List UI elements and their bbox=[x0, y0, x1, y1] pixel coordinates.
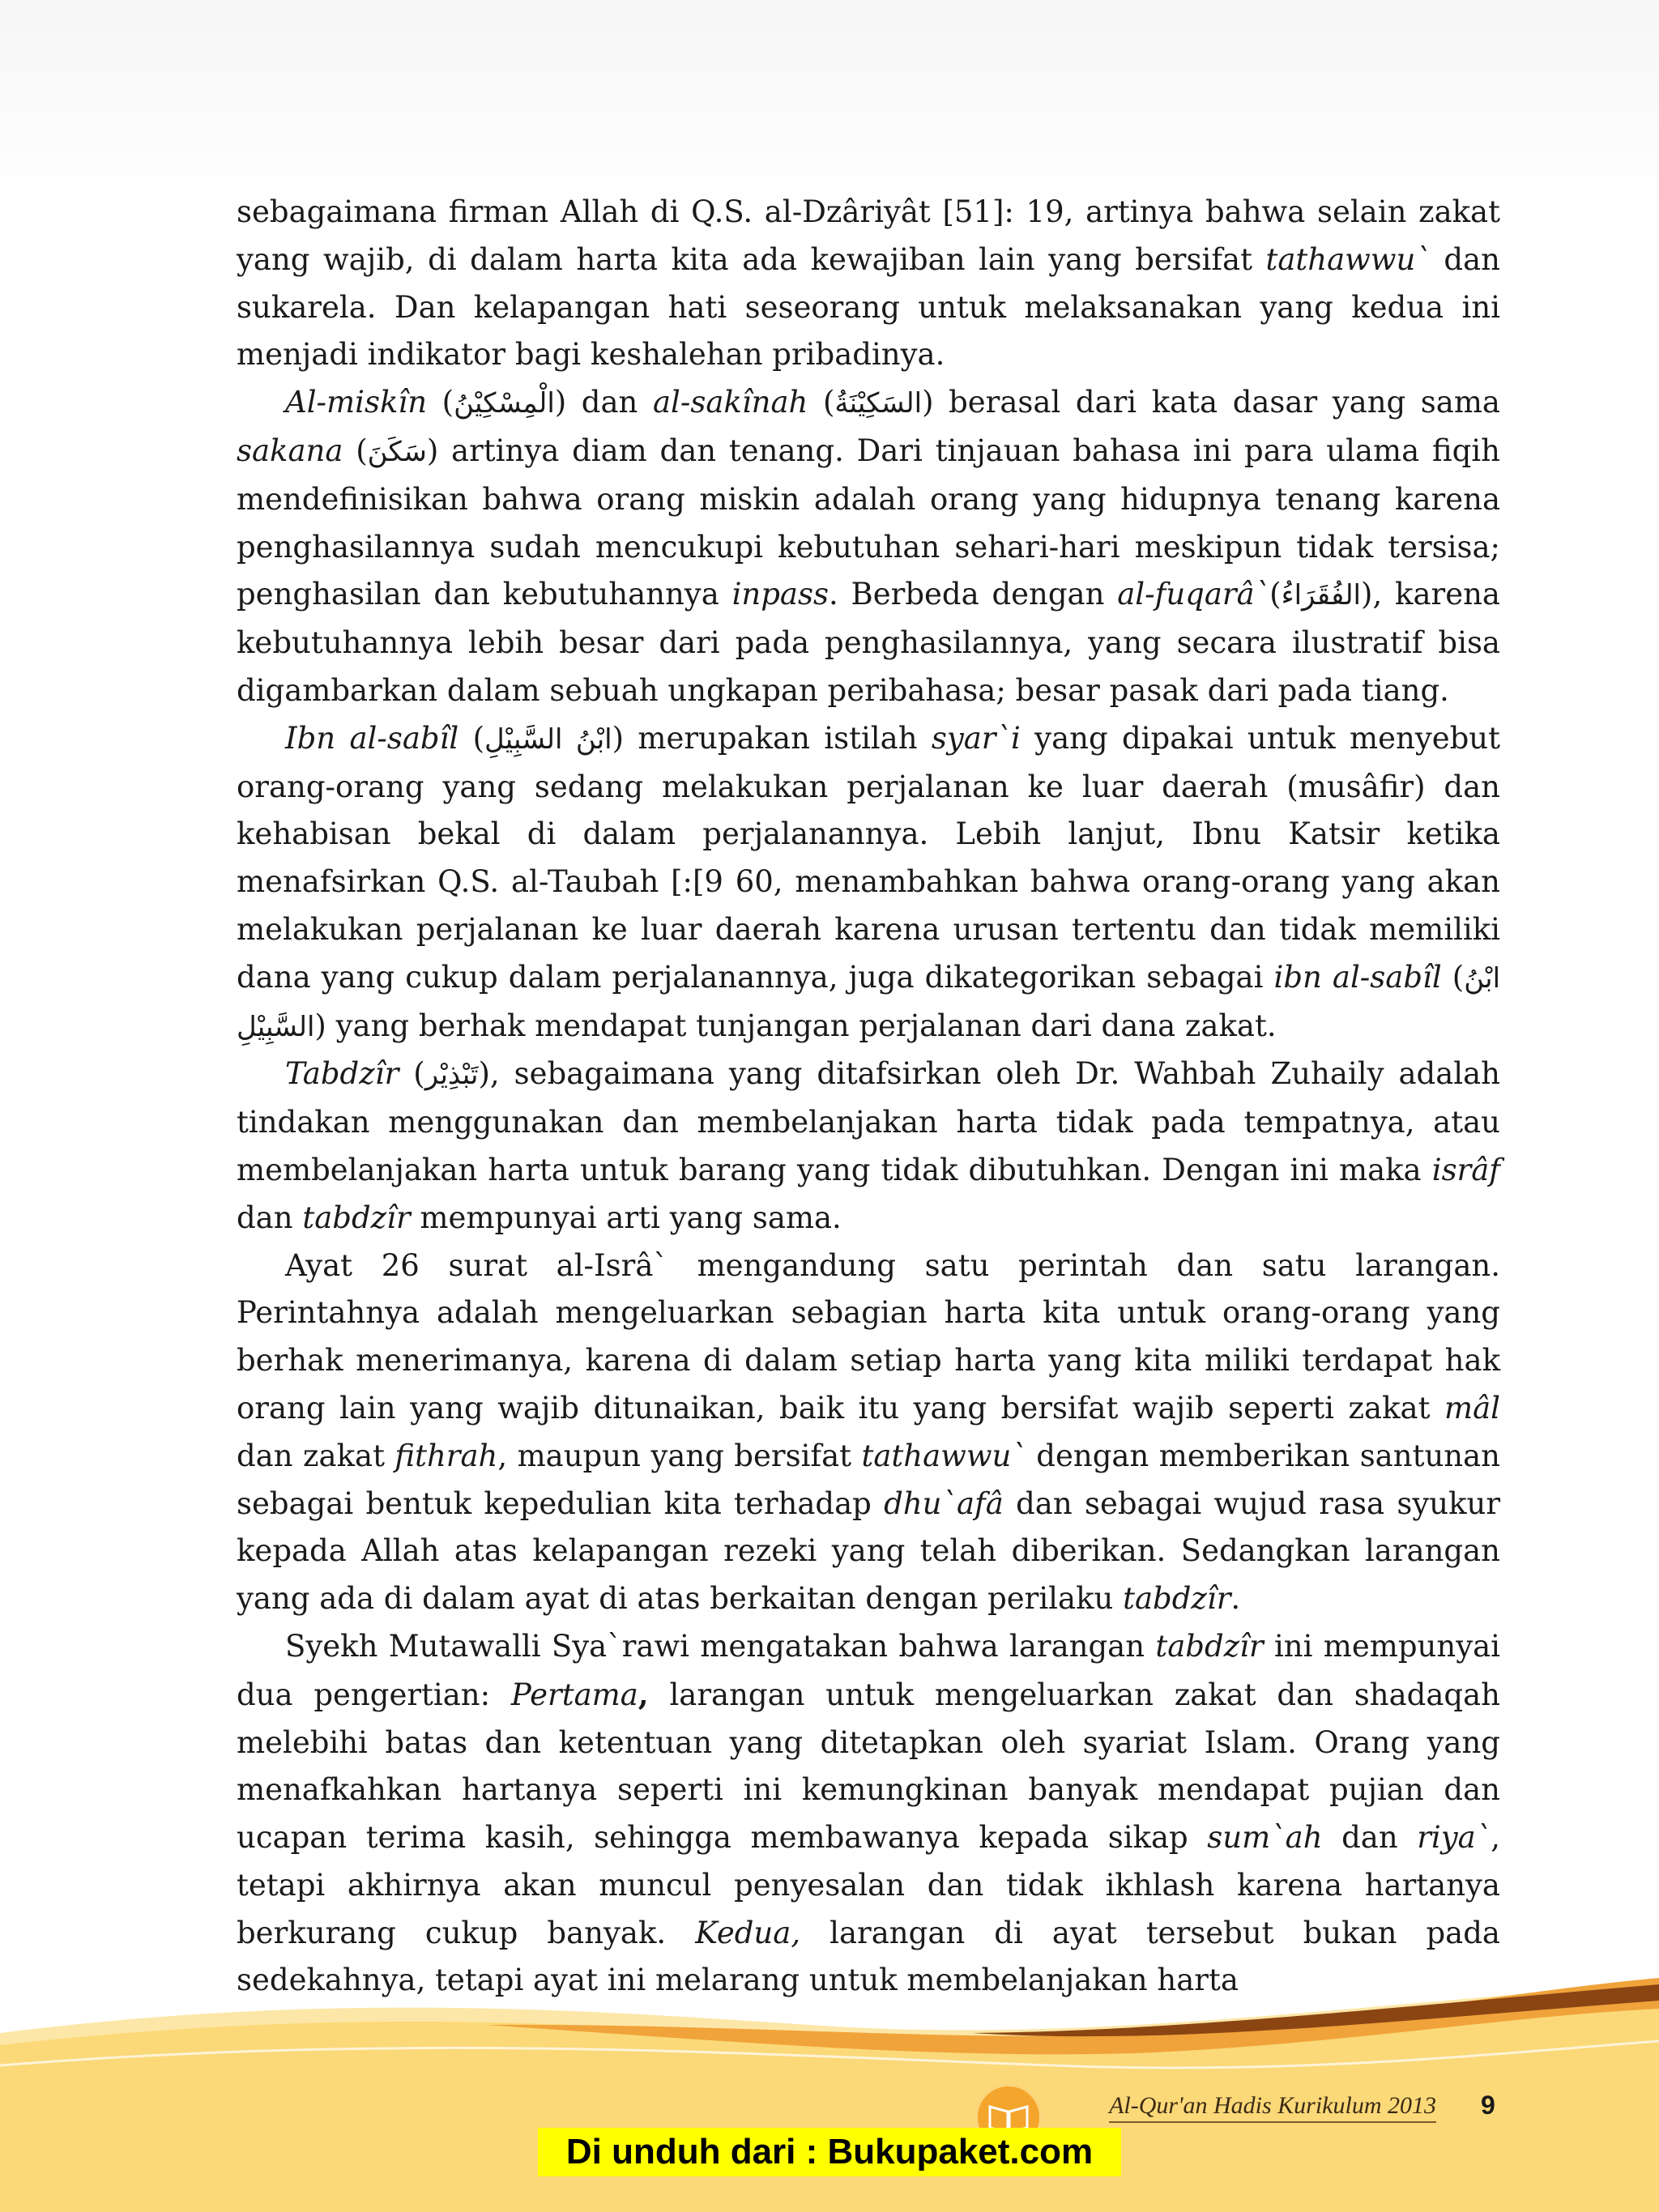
italic-term: tabdzîr bbox=[302, 1200, 411, 1235]
italic-term: Tabdzîr bbox=[285, 1056, 399, 1092]
arabic-term: ابْنُ السَّبِيْلِ bbox=[237, 961, 1501, 1043]
text-run: , bbox=[638, 1676, 649, 1712]
italic-term: sakana bbox=[237, 433, 343, 468]
paragraph bbox=[237, 1242, 1500, 1623]
text-run: dan bbox=[237, 1200, 303, 1235]
arabic-term: الْمِسْكِيْنُ bbox=[454, 387, 555, 420]
paragraph bbox=[237, 379, 1500, 715]
paragraph bbox=[237, 189, 1500, 379]
italic-term: tathawwu` bbox=[861, 1438, 1026, 1473]
text-run: dan sukarela. Dan kelapangan hati seseorang untuk melaksanakan yang kedua ini menjadi indikator bagi keshalehan pribadinya. bbox=[237, 241, 1500, 373]
text-run: ) dan bbox=[554, 385, 653, 420]
text-run: Syekh Mutawalli Sya`rawi mengatakan bahwa larangan bbox=[285, 1628, 1156, 1664]
italic-term: al-sakînah bbox=[652, 385, 808, 420]
italic-term: syar`i bbox=[931, 720, 1021, 756]
text-run: . Berbeda dengan bbox=[828, 577, 1118, 612]
paragraph bbox=[237, 1623, 1500, 2005]
page-number: 9 bbox=[1481, 2091, 1495, 2120]
italic-term: isrâf bbox=[1431, 1152, 1500, 1187]
text-run: ( bbox=[427, 385, 454, 420]
text-run: dan zakat bbox=[237, 1438, 395, 1473]
text-run: dengan memberikan santunan sebagai bentuk kepedulian kita terhadap bbox=[237, 1438, 1500, 1521]
arabic-term: تَبْذِيْر bbox=[424, 1059, 479, 1092]
italic-term: Pertama bbox=[510, 1677, 638, 1712]
italic-term: al-fuqarâ` bbox=[1117, 577, 1270, 612]
italic-term: fithrah bbox=[394, 1438, 498, 1473]
text-run: ) merupakan istilah bbox=[612, 720, 932, 756]
italic-term: tathawwu` bbox=[1265, 241, 1431, 277]
arabic-term: السَكِيْنَةُ bbox=[834, 387, 923, 420]
text-run: ( bbox=[808, 385, 835, 420]
text-run: dan bbox=[1322, 1820, 1418, 1856]
text-run: . bbox=[1230, 1581, 1241, 1617]
text-run: ( bbox=[1441, 959, 1465, 995]
text-run: , maupun yang bersifat bbox=[497, 1438, 862, 1473]
paragraph bbox=[237, 715, 1500, 1051]
text-run: ), karena kebutuhannya lebih besar dari pada penghasilannya, yang secara ilustratif bisa digambarkan dalam sebuah ungkapan peribahasa; besar pasak dari pada tiang. bbox=[237, 577, 1500, 708]
paragraph bbox=[237, 1051, 1500, 1242]
download-banner[interactable]: Di unduh dari : Bukupaket.com bbox=[538, 2128, 1121, 2176]
text-run: ( bbox=[399, 1056, 425, 1092]
italic-term: Al-miskîn bbox=[285, 385, 428, 420]
body-text bbox=[237, 189, 1500, 2005]
italic-term: ibn al-sabîl bbox=[1273, 959, 1442, 995]
text-run: larangan untuk mengeluarkan zakat dan shadaqah melebihi batas dan ketentuan yang ditetapkan oleh syariat Islam. Orang yang menafkahkan hartanya seperti ini kemungkinan banyak mendapat pujian dan ucapan terima kasih, sehingga membawanya kepada sikap bbox=[237, 1677, 1500, 1856]
italic-term: mâl bbox=[1444, 1390, 1500, 1426]
arabic-term: سَكَنَ bbox=[367, 435, 427, 468]
text-run: ) berasal dari kata dasar yang sama bbox=[922, 385, 1500, 420]
text-run: , tetapi akhirnya akan muncul penyesalan dan tidak ikhlash karena hartanya berkurang cukup banyak. bbox=[237, 1820, 1500, 1950]
italic-term: tabdzîr bbox=[1155, 1628, 1264, 1664]
text-run: ), sebagaimana yang ditafsirkan oleh Dr. Wahbah Zuhaily adalah tindakan menggunakan dan membelanjakan harta tidak pada tempatnya, atau membelanjakan harta untuk barang yang tidak dibutuhkan. Dengan ini maka bbox=[237, 1056, 1500, 1187]
arabic-term: ابْنُ السَّبِيْلِ bbox=[484, 722, 612, 756]
book-title: Al-Qur'an Hadis Kurikulum 2013 bbox=[1109, 2092, 1436, 2123]
italic-term: Ibn al-sabîl bbox=[285, 720, 459, 756]
arabic-term: الفُقَرَاءُ bbox=[1281, 579, 1362, 612]
italic-term: tabdzîr bbox=[1123, 1581, 1231, 1617]
italic-term: riya` bbox=[1417, 1820, 1491, 1856]
italic-term: inpass bbox=[731, 577, 829, 612]
text-run: ) artinya diam dan tenang. Dari tinjauan bahasa ini para ulama fiqih mendefinisikan bahwa orang miskin adalah orang yang hidupnya tenang karena penghasilannya sudah mencukupi kebutuhan sehari-hari meskipun tidak tersisa; penghasilan dan kebutuhannya bbox=[237, 433, 1500, 612]
text-run: ini mempunyai dua pengertian: bbox=[237, 1628, 1500, 1712]
text-run: ( bbox=[458, 720, 485, 756]
text-run: ( bbox=[343, 433, 368, 468]
text-run: ) yang berhak mendapat tunjangan perjalanan dari dana zakat. bbox=[314, 1008, 1277, 1043]
italic-term: dhu`afâ bbox=[884, 1485, 1004, 1521]
text-run: sebagaimana firman Allah di Q.S. al-Dzâriyât [51]: 19, artinya bahwa selain zakat yang wajib, di dalam harta kita ada kewajiban lain yang bersifat bbox=[237, 194, 1500, 277]
italic-term: Kedua, bbox=[695, 1915, 801, 1950]
text-run: Ayat 26 surat al-Isrâ` mengandung satu perintah dan satu larangan. Perintahnya adalah mengeluarkan sebagian harta kita untuk orang-orang yang berhak menerimanya, karena di dalam setiap harta yang kita miliki terdapat hak orang lain yang wajib ditunaikan, baik itu yang bersifat wajib seperti zakat bbox=[237, 1247, 1500, 1426]
text-run: yang dipakai untuk menyebut orang-orang yang sedang melakukan perjalanan ke luar daerah (musâfir) dan kehabisan bekal di dalam perjalanannya. Lebih lanjut, Ibnu Katsir ketika menafsirkan Q.S. al-Taubah [:[9 60, menambahkan bahwa orang-orang yang akan melakukan perjalanan ke luar daerah karena urusan tertentu dan tidak memiliki dana yang cukup dalam perjalanannya, juga dikategorikan sebagai bbox=[237, 720, 1500, 995]
text-run: larangan di ayat tersebut bukan pada sedekahnya, tetapi ayat ini melarang untuk membelanjakan harta bbox=[237, 1915, 1500, 1998]
text-run: mempunyai arti yang sama. bbox=[410, 1200, 842, 1235]
text-run: ( bbox=[1269, 577, 1282, 612]
text-run: dan sebagai wujud rasa syukur kepada Allah atas kelapangan rezeki yang telah diberikan. Sedangkan larangan yang ada di dalam ayat di atas berkaitan dengan perilaku bbox=[237, 1485, 1500, 1617]
italic-term: sum`ah bbox=[1207, 1820, 1323, 1856]
